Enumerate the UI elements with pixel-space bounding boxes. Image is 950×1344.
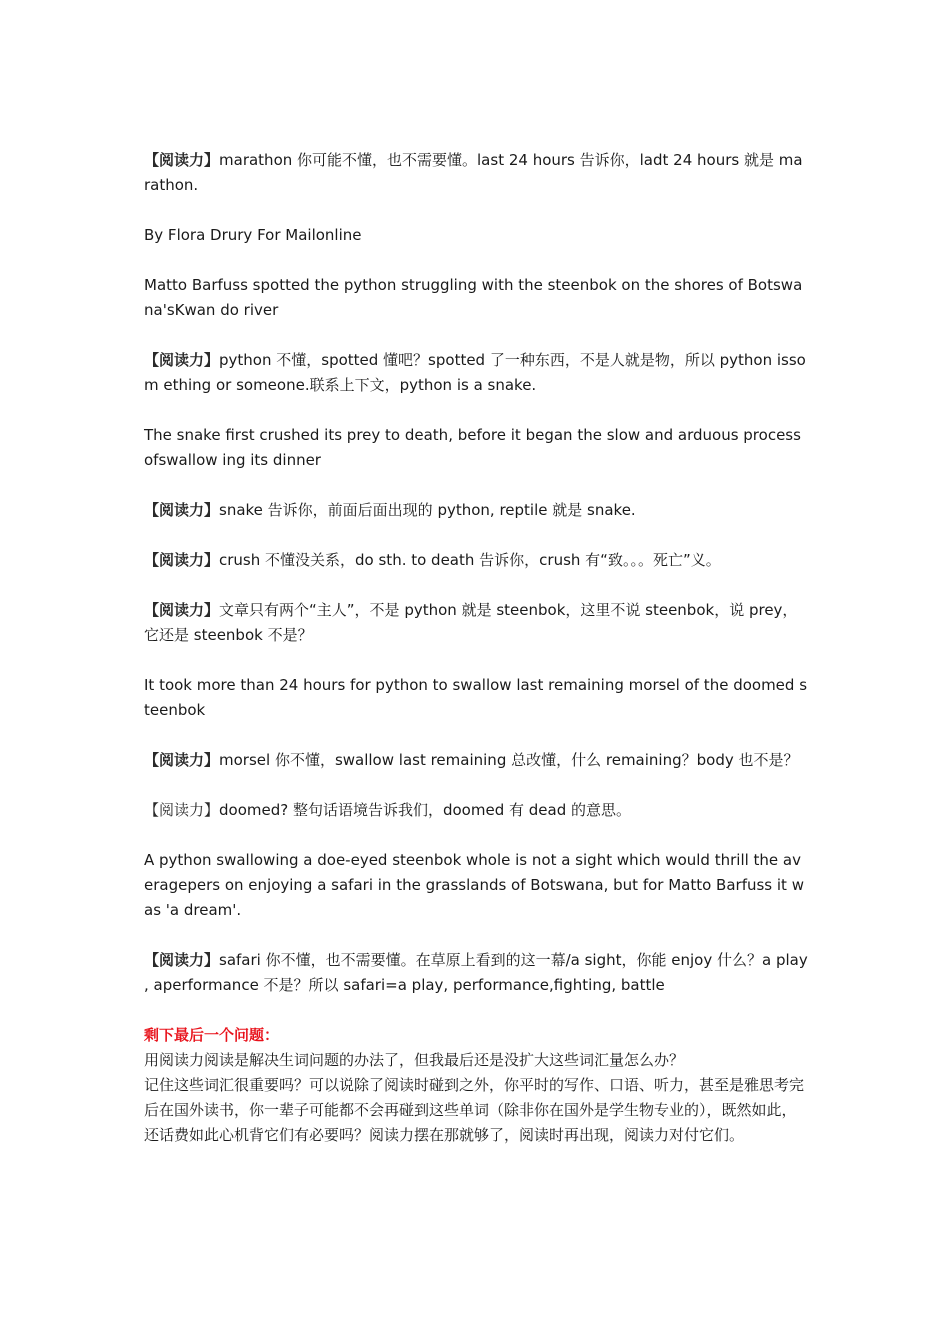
paragraph-text: It took more than 24 hours for python to swallow last remaining morsel of the doomed steenbok [144,676,808,719]
paragraph-text: doomed? 整句话语境告诉我们，doomed 有 dead 的意思。 [219,801,631,819]
reading-tag: 【阅读力】 [144,801,220,819]
paragraph-marathon [144,148,808,198]
paragraph-text: Matto Barfuss spotted the python struggling with the steenbok on the shores of Botswana'sKwan do river [144,276,803,319]
paragraph-text: safari 你不懂，也不需要懂。在草原上看到的这一幕/a sight，你能 enjoy 什么？a play , aperformance 不是？所以 safari=a play, performance,fighting, battle [144,951,808,994]
reading-tag: 【阅读力】 [144,501,220,519]
reading-tag: 【阅读力】 [144,751,220,769]
paragraph-safari [144,948,808,998]
paragraph-text: A python swallowing a doe-eyed steenbok whole is not a sight which would thrill the averagepers on enjoying a safari in the grasslands of Botswana, but for Matto Barfuss it was 'a dream'. [144,851,804,919]
paragraph-morsel [144,748,808,773]
closing-heading: 剩下最后一个问题： [144,1026,280,1044]
paragraph-crush [144,548,808,573]
paragraph-source-2 [144,423,808,473]
closing-answer: 记住这些词汇很重要吗？可以说除了阅读时碰到之外，你平时的写作、口语、听力，甚至是雅思考完后在国外读书，你一辈子可能都不会再碰到这些单词（除非你在国外是学生物专业的），既然如此，还话费如此心机背它们有必要吗？阅读力摆在那就够了，阅读时再出现，阅读力对付它们。 [144,1076,805,1144]
paragraph-text: By Flora Drury For Mailonline [144,226,362,244]
paragraph-source-4 [144,848,808,923]
paragraph-source-1 [144,273,808,323]
paragraph-text: The snake first crushed its prey to death, before it began the slow and arduous process ofswallow ing its dinner [144,426,801,469]
paragraph-text: crush 不懂没关系，do sth. to death 告诉你，crush 有“致。。。死亡”义。 [219,551,721,569]
paragraph-byline [144,223,808,248]
paragraph-doomed [144,798,808,823]
reading-tag: 【阅读力】 [144,551,220,569]
document-body [144,148,808,1148]
paragraph-text: morsel 你不懂，swallow last remaining 总改懂，什么 remaining？body 也不是？ [219,751,799,769]
paragraph-python [144,348,808,398]
paragraph-prey [144,598,808,648]
paragraph-text: 文章只有两个“主人”，不是 python 就是 steenbok，这里不说 steenbok，说 prey，它还是 steenbok 不是？ [144,601,798,644]
paragraph-text: python 不懂，spotted 懂吧？spotted 了一种东西，不是人就是物，所以 python issom ething or someone.联系上下文，python is a snake. [144,351,806,394]
closing-question: 用阅读力阅读是解决生词问题的办法了，但我最后还是没扩大这些词汇量怎么办？ [144,1051,685,1069]
paragraph-text: snake 告诉你，前面后面出现的 python, reptile 就是 snake. [219,501,636,519]
paragraph-snake [144,498,808,523]
reading-tag: 【阅读力】 [144,601,220,619]
paragraph-source-3 [144,673,808,723]
reading-tag: 【阅读力】 [144,351,220,369]
reading-tag: 【阅读力】 [144,151,220,169]
paragraph-text: marathon 你可能不懂，也不需要懂。last 24 hours 告诉你，ladt 24 hours 就是 marathon. [144,151,803,194]
reading-tag: 【阅读力】 [144,951,220,969]
